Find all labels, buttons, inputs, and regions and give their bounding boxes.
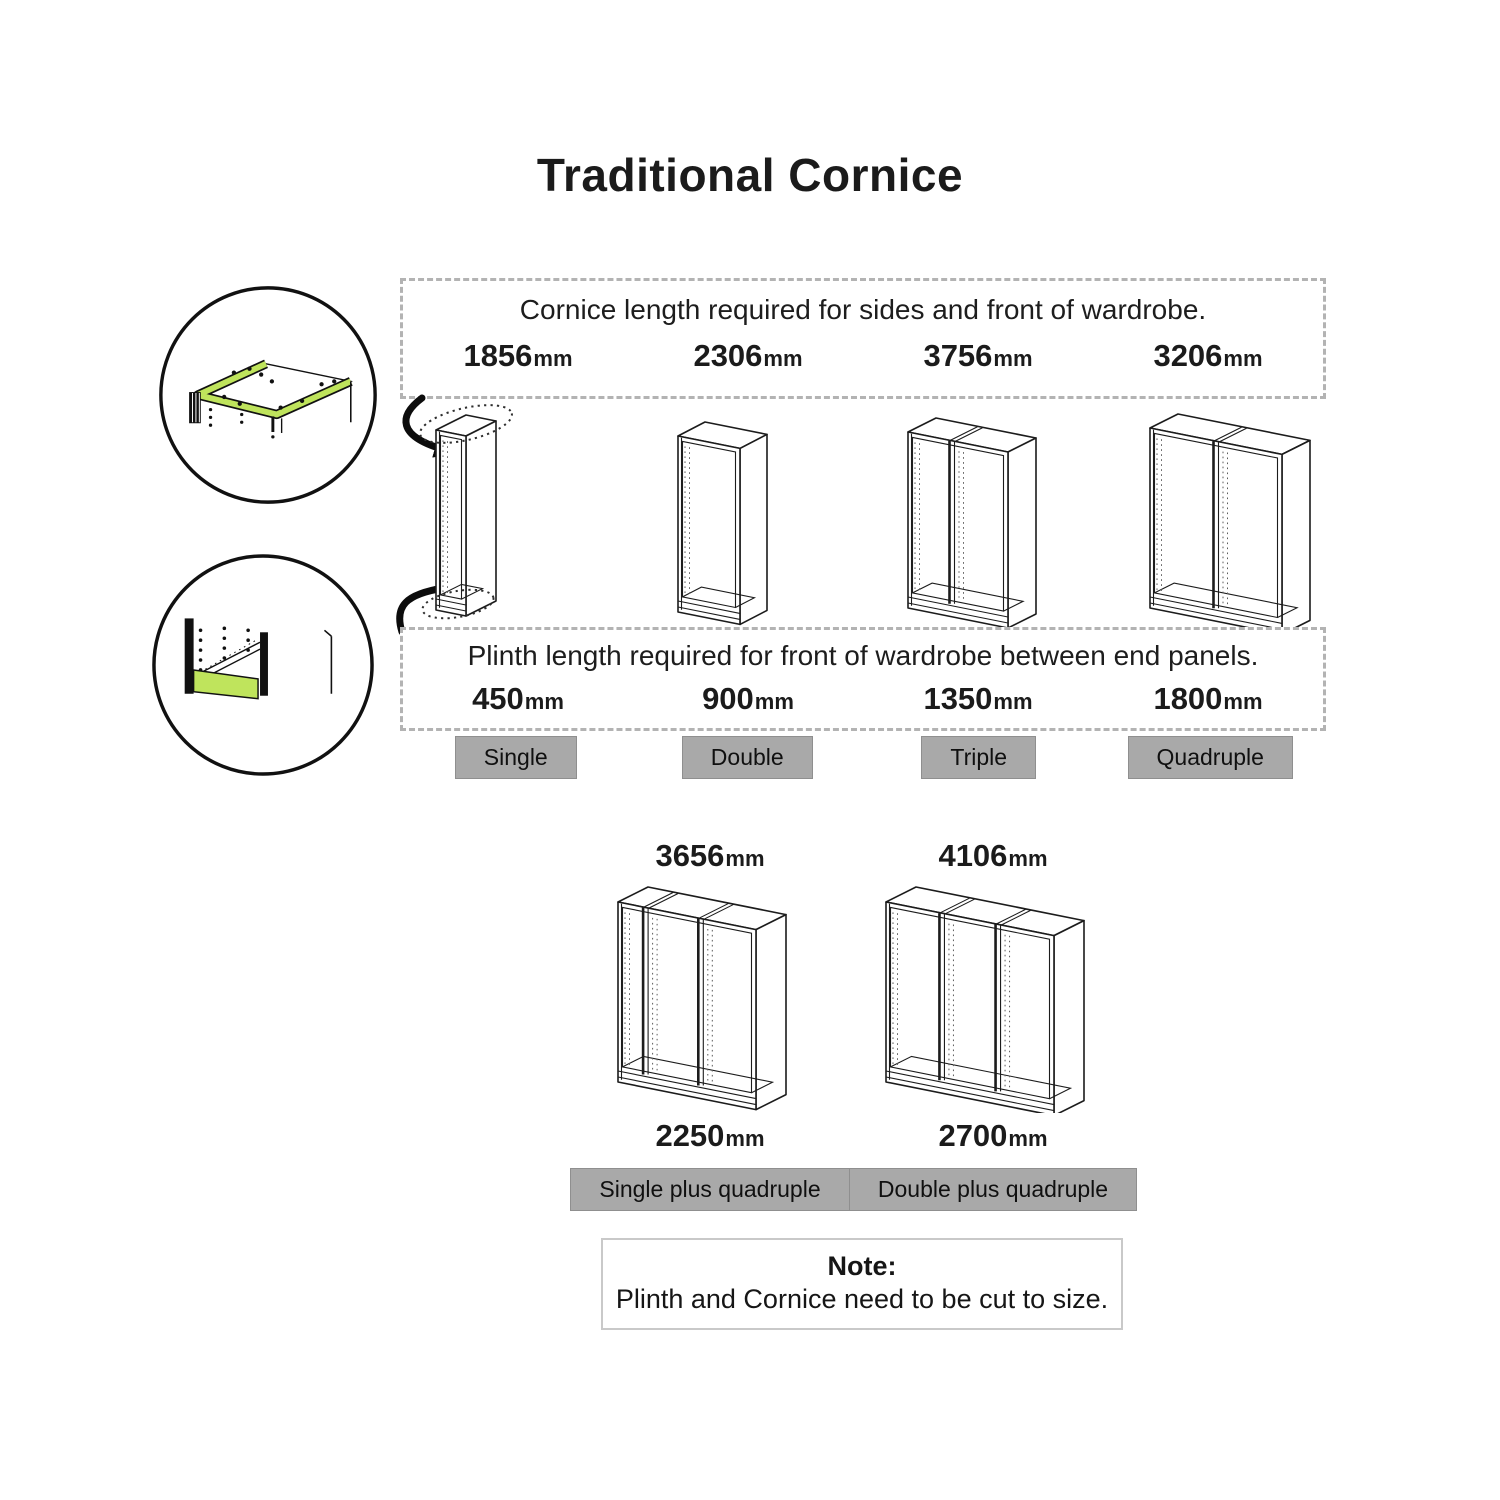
plinth-highlight bbox=[194, 670, 258, 699]
combo-plinth-length: 2700mm bbox=[938, 1118, 1048, 1153]
combo-single-plus-quadruple bbox=[555, 838, 865, 1211]
wardrobe-double-illustration bbox=[668, 414, 798, 629]
wardrobe-single-illustration bbox=[418, 404, 533, 632]
plinth-detail-illustration bbox=[149, 551, 377, 779]
cornice-length-value: 2306mm bbox=[693, 338, 803, 373]
plinth-length-value: 1350mm bbox=[923, 681, 1033, 716]
wardrobe-double-plus-quadruple-illustration bbox=[876, 878, 1111, 1113]
plinth-length-value: 900mm bbox=[702, 681, 794, 716]
note-heading: Note: bbox=[827, 1251, 897, 1281]
note-box bbox=[601, 1238, 1123, 1330]
plinth-values-row bbox=[403, 681, 1323, 717]
combo-double-plus-quadruple bbox=[838, 838, 1148, 1211]
combo-size-label: Double plus quadruple bbox=[849, 1168, 1137, 1211]
combo-cornice-length: 4106mm bbox=[938, 838, 1048, 873]
wardrobe-triple-illustration bbox=[898, 410, 1063, 632]
combo-plinth-length: 2250mm bbox=[655, 1118, 765, 1153]
page-title: Traditional Cornice bbox=[536, 149, 964, 201]
cornice-values-row bbox=[403, 338, 1323, 374]
plinth-length-panel bbox=[400, 627, 1326, 731]
cornice-length-value: 3756mm bbox=[923, 338, 1033, 373]
cornice-detail-illustration bbox=[156, 283, 380, 507]
size-labels-row bbox=[400, 736, 1326, 779]
cornice-length-panel bbox=[400, 278, 1326, 399]
size-label-triple: Triple bbox=[921, 736, 1036, 779]
plinth-length-value: 1800mm bbox=[1153, 681, 1263, 716]
size-label-quadruple: Quadruple bbox=[1128, 736, 1293, 779]
wardrobe-quadruple-illustration bbox=[1140, 404, 1340, 636]
cornice-panel-heading: Cornice length required for sides and front of wardrobe. bbox=[519, 294, 1207, 325]
combo-cornice-length: 3656mm bbox=[655, 838, 765, 873]
size-label-double: Double bbox=[682, 736, 813, 779]
plinth-panel-heading: Plinth length required for front of wardrobe between end panels. bbox=[467, 640, 1259, 671]
plinth-length-value: 450mm bbox=[472, 681, 564, 716]
shelf-holes bbox=[199, 627, 250, 672]
cornice-length-value: 3206mm bbox=[1153, 338, 1263, 373]
note-body: Plinth and Cornice need to be cut to size. bbox=[615, 1284, 1109, 1314]
combo-size-label: Single plus quadruple bbox=[570, 1168, 849, 1211]
size-label-single: Single bbox=[455, 736, 577, 779]
cornice-length-value: 1856mm bbox=[463, 338, 573, 373]
wardrobe-single-plus-quadruple-illustration bbox=[608, 878, 813, 1113]
